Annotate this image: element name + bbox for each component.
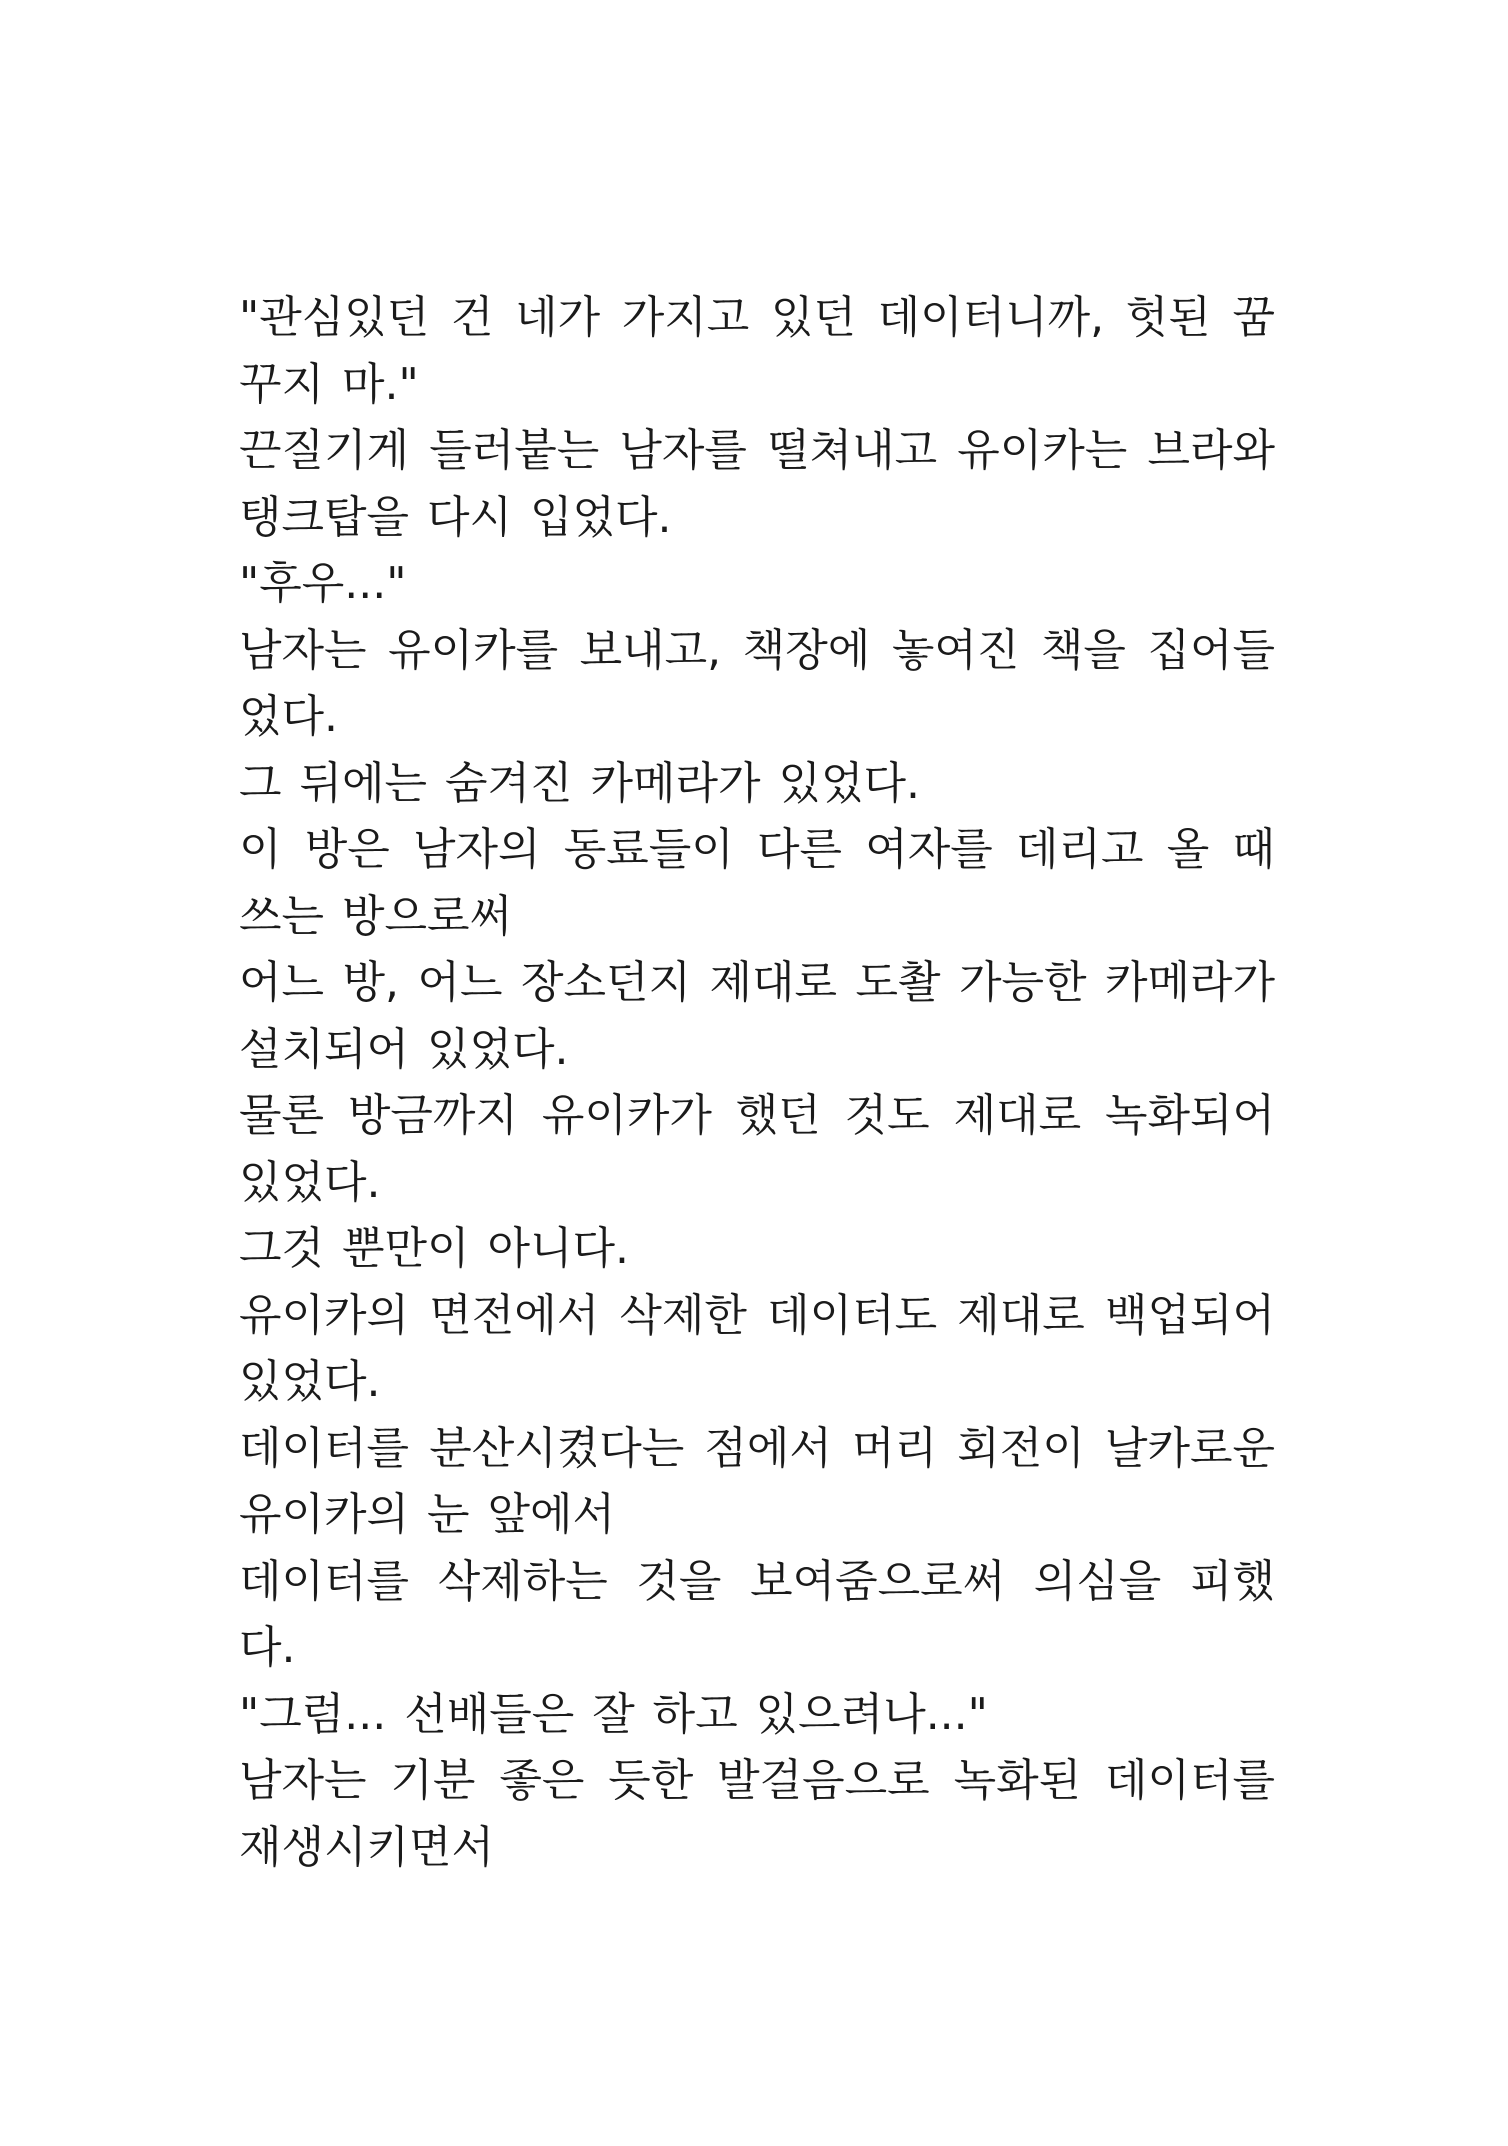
- paragraph-3: "후우...": [239, 558, 407, 609]
- paragraph-1: "관심있던 건 네가 가지고 있던 데이터니까, 헛된 꿈꾸지 마.": [239, 292, 1275, 410]
- paragraph-14: 남자는 기분 좋은 듯한 발걸음으로 녹화된 데이터를 재생시키면서: [239, 1755, 1275, 1873]
- paragraph-13: "그럼... 선배들은 잘 하고 있으려나...": [239, 1688, 988, 1740]
- body-text: [239, 285, 1275, 1881]
- paragraph-9: 그것 뿐만이 아니다.: [239, 1223, 629, 1274]
- paragraph-12: 데이터를 삭제하는 것을 보여줌으로써 의심을 피했다.: [239, 1555, 1275, 1673]
- paragraph-6: 이 방은 남자의 동료들이 다른 여자를 데리고 올 때 쓰는 방으로써: [239, 824, 1275, 942]
- paragraph-8: 물론 방금까지 유이카가 했던 것도 제대로 녹화되어 있었다.: [239, 1090, 1275, 1208]
- paragraph-7: 어느 방, 어느 장소던지 제대로 도촬 가능한 카메라가 설치되어 있었다.: [239, 957, 1275, 1075]
- paragraph-2: 끈질기게 들러붙는 남자를 떨쳐내고 유이카는 브라와 탱크탑을 다시 입었다.: [239, 425, 1275, 543]
- paragraph-4: 남자는 유이카를 보내고, 책장에 놓여진 책을 집어들었다.: [239, 624, 1275, 742]
- paragraph-10: 유이카의 면전에서 삭제한 데이터도 제대로 백업되어 있었다.: [239, 1289, 1275, 1407]
- paragraph-11: 데이터를 분산시켰다는 점에서 머리 회전이 날카로운 유이카의 눈 앞에서: [239, 1422, 1275, 1540]
- paragraph-5: 그 뒤에는 숨겨진 카메라가 있었다.: [239, 757, 920, 809]
